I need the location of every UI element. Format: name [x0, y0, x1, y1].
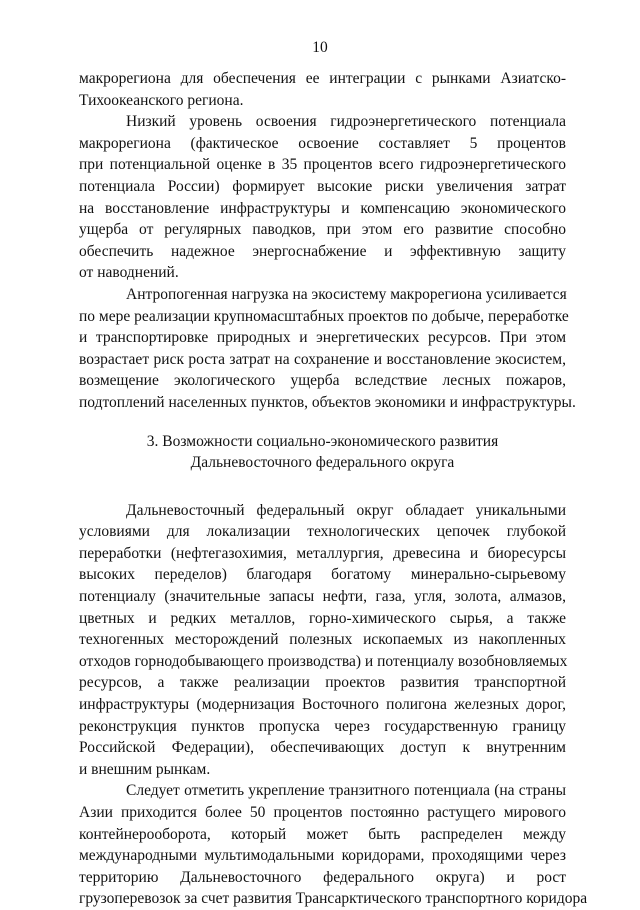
paragraph-line: Антропогенная нагрузка на экосистему макрорегиона усиливается — [126, 285, 567, 303]
section-heading-line-2: Дальневосточного федерального округа — [190, 454, 455, 472]
paragraph-line: подтоплений населенных пунктов, объектов экономики и инфраструктуры. — [79, 393, 576, 411]
paragraph-line: ущерба от регулярных паводков, при этом его развитие способно — [79, 221, 566, 239]
paragraph-line: по мере реализации крупномасштабных проектов по добыче, переработке — [79, 307, 569, 325]
page-number: 10 — [312, 39, 328, 56]
paragraph-line: обеспечить надежное энергоснабжение и эффективную защиту — [79, 242, 566, 260]
paragraphs-before-heading — [79, 68, 576, 414]
paragraph-line: международными мультимодальными коридорами, проходящими через — [79, 847, 566, 865]
paragraph-line: инфраструктуры (модернизация Восточного полигона железных дорог, — [79, 696, 566, 714]
paragraph-line: макрорегиона для обеспечения ее интеграции с рынками Азиатско- — [79, 70, 566, 87]
paragraph-line: от наводнений. — [79, 264, 179, 282]
paragraph-line: на восстановление инфраструктуры и компенсацию экономического — [79, 199, 566, 217]
paragraph — [79, 68, 566, 111]
document-body — [79, 68, 588, 910]
paragraph-line: техногенных месторождений полезных ископаемых из накопленных — [79, 631, 566, 649]
section-heading-line-1: 3. Возможности социально-экономического развития — [146, 432, 499, 450]
paragraph-line: Российской Федерации), обеспечивающих доступ к внутренним — [79, 739, 566, 757]
paragraph-line: Дальневосточный федеральный округ обладает уникальными — [126, 501, 566, 519]
paragraph-line: высоких переделов) благодаря богатому минерально-сырьевому — [79, 566, 566, 584]
paragraph-line: и транспортировке природных и энергетических ресурсов. При этом — [79, 329, 566, 347]
paragraph-line: грузоперевозок за счет развития Трансарктического транспортного коридора — [79, 890, 588, 908]
paragraph-line: территорию Дальневосточного федерального округа) и рост — [79, 868, 566, 886]
paragraph-line: потенциала России) формирует высокие риски увеличения затрат — [79, 177, 566, 195]
paragraph-line: Низкий уровень освоения гидроэнергетического потенциала — [126, 113, 566, 131]
paragraph-line: при потенциальной оценке в 35 процентов всего гидроэнергетического — [79, 156, 566, 174]
paragraph — [79, 500, 566, 781]
paragraph-line: ресурсов, а также реализации проектов развития транспортной — [79, 674, 566, 692]
paragraphs-after-heading — [79, 500, 588, 910]
paragraph-line: макрорегиона (фактическое освоение составляет 5 процентов — [79, 134, 566, 152]
paragraph — [79, 111, 566, 284]
paragraph-line: условиями для локализации технологических цепочек глубокой — [79, 523, 566, 541]
paragraph-line: цветных и редких металлов, горно-химического сырья, а также — [79, 609, 566, 627]
section-heading — [79, 431, 566, 474]
paragraph-line: контейнерооборота, который может быть распределен между — [79, 825, 566, 843]
paragraph — [79, 284, 576, 414]
paragraph-line: возмещение экологического ущерба вследствие лесных пожаров, — [79, 372, 566, 390]
paragraph-line: потенциалу (значительные запасы нефти, газа, угля, золота, алмазов, — [79, 588, 566, 606]
paragraph-line: и внешним рынкам. — [79, 760, 211, 778]
paragraph — [79, 780, 588, 910]
paragraph-line: Тихоокеанского региона. — [79, 91, 244, 109]
paragraph-line: Следует отметить укрепление транзитного потенциала (на страны — [126, 782, 566, 800]
paragraph-line: переработки (нефтегазохимия, металлургия, древесина и биоресурсы — [79, 544, 566, 562]
paragraph-line: Азии приходится более 50 процентов постоянно растущего мирового — [79, 804, 566, 821]
paragraph-line: возрастает риск роста затрат на сохранение и восстановление экосистем, — [79, 350, 566, 368]
paragraph-line: отходов горнодобывающего производства) и потенциалу возобновляемых — [79, 652, 568, 670]
paragraph-line: реконструкция пунктов пропуска через государственную границу — [79, 717, 566, 735]
